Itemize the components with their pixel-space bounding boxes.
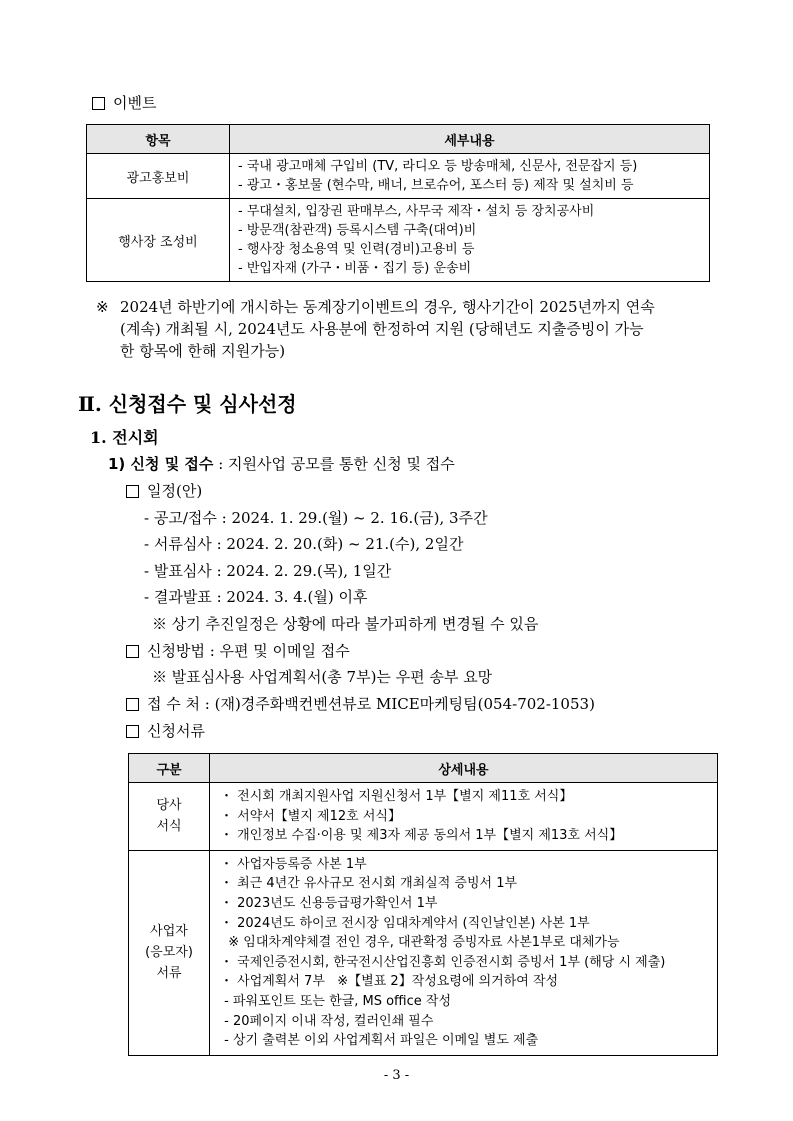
detail-line: ・ 2024년도 하이코 전시장 임대차계약서 (직인날인본) 사본 1부 — [220, 915, 590, 931]
detail-line: ・ 개인정보 수집·이용 및 제3자 제공 동의서 1부【별지 제13호 서식】 — [220, 828, 623, 844]
detail-line: - 국내 광고매체 구입비 (TV, 라디오 등 방송매체, 신문사, 전문잡지 등) — [238, 159, 638, 174]
detail-line: - 무대설치, 입장권 판매부스, 사무국 제작・설치 등 장치공사비 — [238, 204, 595, 219]
event-header — [92, 92, 156, 114]
row-type-label — [129, 850, 210, 1055]
detail-line: ・ 전시회 개최지원사업 지원신청서 1부【별지 제11호 서식】 — [220, 789, 573, 804]
note-line: 한 항목에 한해 지원가능) — [120, 342, 286, 360]
schedule-heading — [126, 480, 202, 502]
col-detail-header: 세부내용 — [230, 125, 710, 154]
page-number: - 3 - — [383, 1068, 410, 1083]
checkbox-square-icon — [126, 485, 139, 498]
item-apply-receive — [108, 453, 455, 475]
event-header-label: 이벤트 — [113, 94, 157, 112]
row-details — [210, 850, 718, 1055]
item-apply-desc: : 지원사업 공모를 통한 신청 및 접수 — [213, 455, 455, 473]
row-details — [230, 154, 710, 199]
row-details — [230, 199, 710, 282]
detail-line: - 방문객(참관객) 등록시스템 구축(대여)비 — [238, 223, 477, 238]
documents-heading — [126, 720, 205, 742]
table-row — [129, 850, 718, 1055]
checkbox-square-icon — [92, 97, 105, 110]
col-detail-header: 상세내용 — [210, 754, 718, 783]
note-line: 2024년 하반기에 개시하는 동계장기이벤트의 경우, 행사기간이 2025년까지 연속 — [120, 298, 655, 316]
documents-table — [128, 753, 718, 1056]
reception-line — [126, 693, 595, 715]
schedule-item: - 발표심사 : 2024. 2. 29.(목), 1일간 — [144, 562, 392, 580]
section-title: Ⅱ. 신청접수 및 심사선정 — [78, 392, 297, 416]
col-item-header: 항목 — [87, 125, 230, 154]
row-item-label: 행사장 조성비 — [87, 199, 230, 282]
checkbox-square-icon — [126, 725, 139, 738]
row-type-label — [129, 783, 210, 851]
detail-line: ・ 사업계획서 7부 ※【별표 2】작성요령에 의거하여 작성 — [220, 974, 559, 990]
col-type-header: 구분 — [129, 754, 210, 783]
detail-line: ・ 서약서【별지 제12호 서식】 — [220, 808, 401, 824]
documents-title: 신청서류 — [147, 722, 205, 740]
detail-line: - 파워포인트 또는 한글, MS office 작성 — [220, 993, 452, 1009]
detail-line: ・ 최근 4년간 유사규모 전시회 개최실적 증빙서 1부 — [220, 876, 518, 892]
method-note: ※ 발표심사용 사업계획서(총 7부)는 우편 송부 요망 — [152, 668, 493, 686]
note-line: (계속) 개최될 시, 2024년도 사용분에 한정하여 지원 (당해년도 지출증빙이 가능 — [120, 320, 644, 338]
type-label-line: 사업자 (응모자) 서류 — [145, 924, 193, 982]
type-label-line: 당사 서식 — [156, 798, 182, 835]
detail-line: ・ 사업자등록증 사본 1부 — [220, 856, 367, 872]
item-apply-title: 1) 신청 및 접수 — [108, 455, 214, 473]
subsection-title: 1. 전시회 — [90, 428, 159, 447]
table-row — [129, 783, 718, 851]
schedule-item: - 결과발표 : 2024. 3. 4.(월) 이후 — [144, 588, 368, 606]
row-details — [210, 783, 718, 851]
checkbox-square-icon — [126, 645, 139, 658]
table-row — [87, 154, 710, 199]
detail-line: - 20페이지 이내 작성, 컬러인쇄 필수 — [220, 1013, 434, 1029]
detail-line: ※ 임대차계약체결 전인 경우, 대관확정 증빙자료 사본1부로 대체가능 — [220, 935, 620, 951]
event-cost-table — [86, 124, 710, 282]
schedule-item: - 서류심사 : 2024. 2. 20.(화) ~ 21.(수), 2일간 — [144, 535, 464, 553]
reception-text: 접 수 처 : (재)경주화백컨벤션뷰로 MICE마케팅팀(054-702-1053) — [147, 695, 595, 713]
schedule-item: - 공고/접수 : 2024. 1. 29.(월) ~ 2. 16.(금), 3주간 — [144, 509, 488, 527]
detail-line: - 반입자재 (가구・비품・집기 등) 운송비 — [238, 261, 472, 276]
row-item-label: 광고홍보비 — [87, 154, 230, 199]
table-row — [87, 199, 710, 282]
schedule-note: ※ 상기 추진일정은 상황에 따라 불가피하게 변경될 수 있음 — [152, 615, 539, 633]
detail-line: ・ 2023년도 신용등급평가확인서 1부 — [220, 895, 438, 911]
detail-line: ・ 국제인증전시회, 한국전시산업진흥회 인증전시회 증빙서 1부 (해당 시 제출) — [220, 954, 666, 970]
checkbox-square-icon — [126, 698, 139, 711]
method-title: 신청방법 : 우편 및 이메일 접수 — [147, 642, 350, 660]
note-mark: ※ — [96, 298, 109, 316]
detail-line: - 광고・홍보물 (현수막, 배너, 브로슈어, 포스터 등) 제작 및 설치비 등 — [238, 178, 634, 193]
detail-line: - 행사장 청소용역 및 인력(경비)고용비 등 — [238, 242, 475, 257]
method-heading — [126, 640, 350, 662]
schedule-title: 일정(안) — [147, 482, 203, 500]
detail-line: - 상기 출력본 이외 사업계획서 파일은 이메일 별도 제출 — [220, 1033, 539, 1049]
